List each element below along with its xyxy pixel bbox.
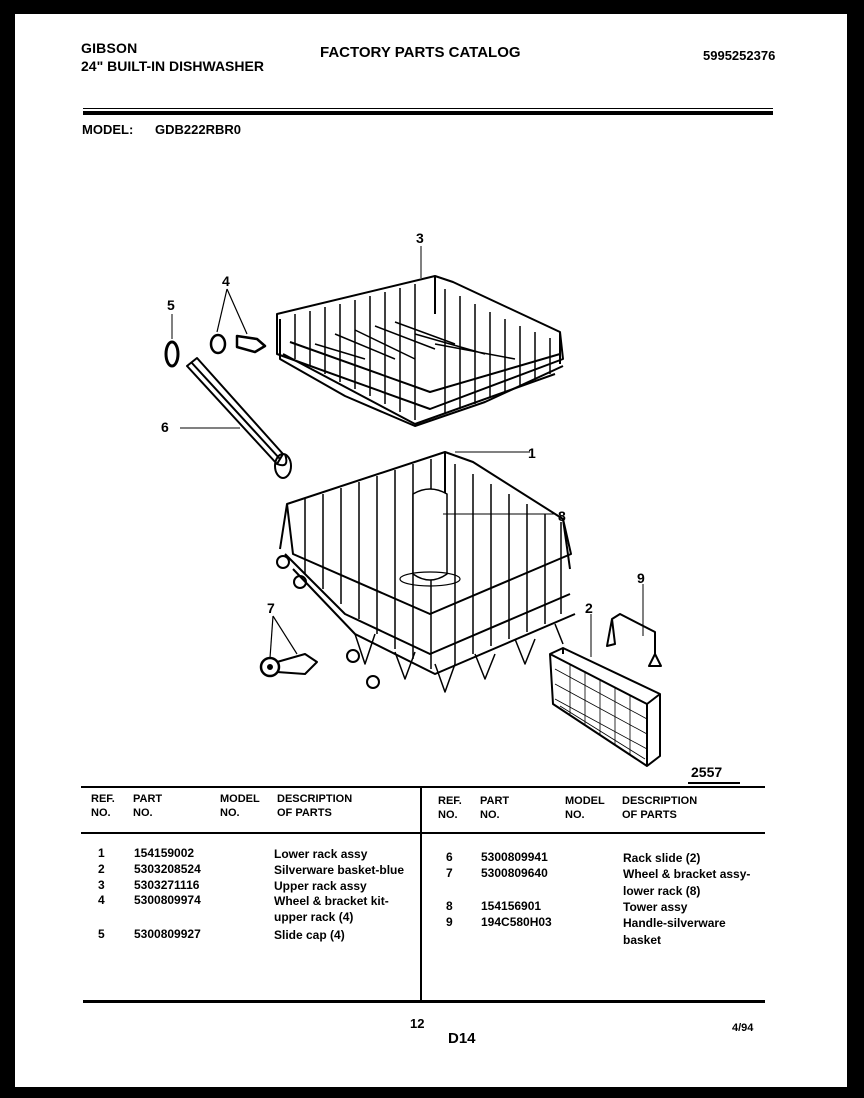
callout-8: 8	[558, 508, 566, 524]
header-part-right: PART NO.	[480, 795, 510, 821]
silverware-basket-illustration	[550, 648, 660, 766]
product-name: 24" BUILT-IN DISHWASHER	[81, 58, 264, 74]
callout-2: 2	[585, 600, 593, 616]
catalog-page: GIBSON 24" BUILT-IN DISHWASHER FACTORY PARTS CATALOG 5995252376 MODEL: GDB222RBR0 3 4 5 6 1 8 9 2 7 2557 REF. NO. PART NO. MODEL NO. DESCRIPTION OF PARTS REF. NO. PART NO. MODEL NO. DESCRIPTION OF PARTS 1 154159002 Lower rack assy 2 5303208524 Silverware basket-blue 3 5303271116 Upper rack assy 4 5300809974 Wheel & bracket kit- upper rack (4) 5 5300809927 Slide cap (4) 6 5300809941 Rack slide (2) 7 5300809640 Wheel & bracket assy- lower rack (8) 8 154156901 Tower assy 9 194C580H03 Handle-silverware basket 12 D14 4/94	[15, 14, 847, 1087]
page-number: 12	[410, 1016, 425, 1031]
header-rule-thin	[83, 108, 773, 109]
revision-date: 4/94	[732, 1022, 754, 1034]
table-column-divider	[420, 786, 422, 1001]
table-bottom-rule	[83, 1000, 765, 1003]
brand-name: GIBSON	[81, 40, 138, 56]
header-model-right: MODEL NO.	[565, 795, 605, 821]
header-ref-right: REF. NO.	[438, 795, 462, 821]
callout-5: 5	[167, 297, 175, 313]
lower-rack-illustration	[277, 452, 575, 692]
callout-4: 4	[222, 273, 230, 289]
catalog-title: FACTORY PARTS CATALOG	[320, 44, 521, 61]
upper-rack-illustration	[277, 276, 563, 426]
model-label: MODEL:	[82, 122, 134, 137]
header-rule	[83, 111, 773, 115]
callout-3: 3	[416, 230, 424, 246]
exploded-parts-diagram	[115, 204, 775, 774]
callout-1: 1	[528, 445, 536, 461]
diagram-id: 2557	[691, 764, 723, 780]
table-header-rule	[81, 832, 765, 834]
basket-handle-illustration	[607, 614, 661, 666]
callout-7: 7	[267, 600, 275, 616]
rack-slide-illustration	[187, 358, 286, 465]
table-top-rule	[81, 786, 765, 788]
header-ref: REF. NO.	[91, 793, 115, 819]
model-value: GDB222RBR0	[155, 122, 241, 137]
callout-6: 6	[161, 419, 169, 435]
callout-9: 9	[637, 570, 645, 586]
section-code: D14	[448, 1030, 476, 1047]
diagram-id-rule	[688, 782, 740, 784]
header-description-right: DESCRIPTION OF PARTS	[622, 795, 698, 821]
document-number: 5995252376	[703, 48, 776, 63]
header-part: PART NO.	[133, 793, 163, 819]
header-model: MODEL NO.	[220, 793, 260, 819]
header-description: DESCRIPTION OF PARTS	[277, 793, 353, 819]
